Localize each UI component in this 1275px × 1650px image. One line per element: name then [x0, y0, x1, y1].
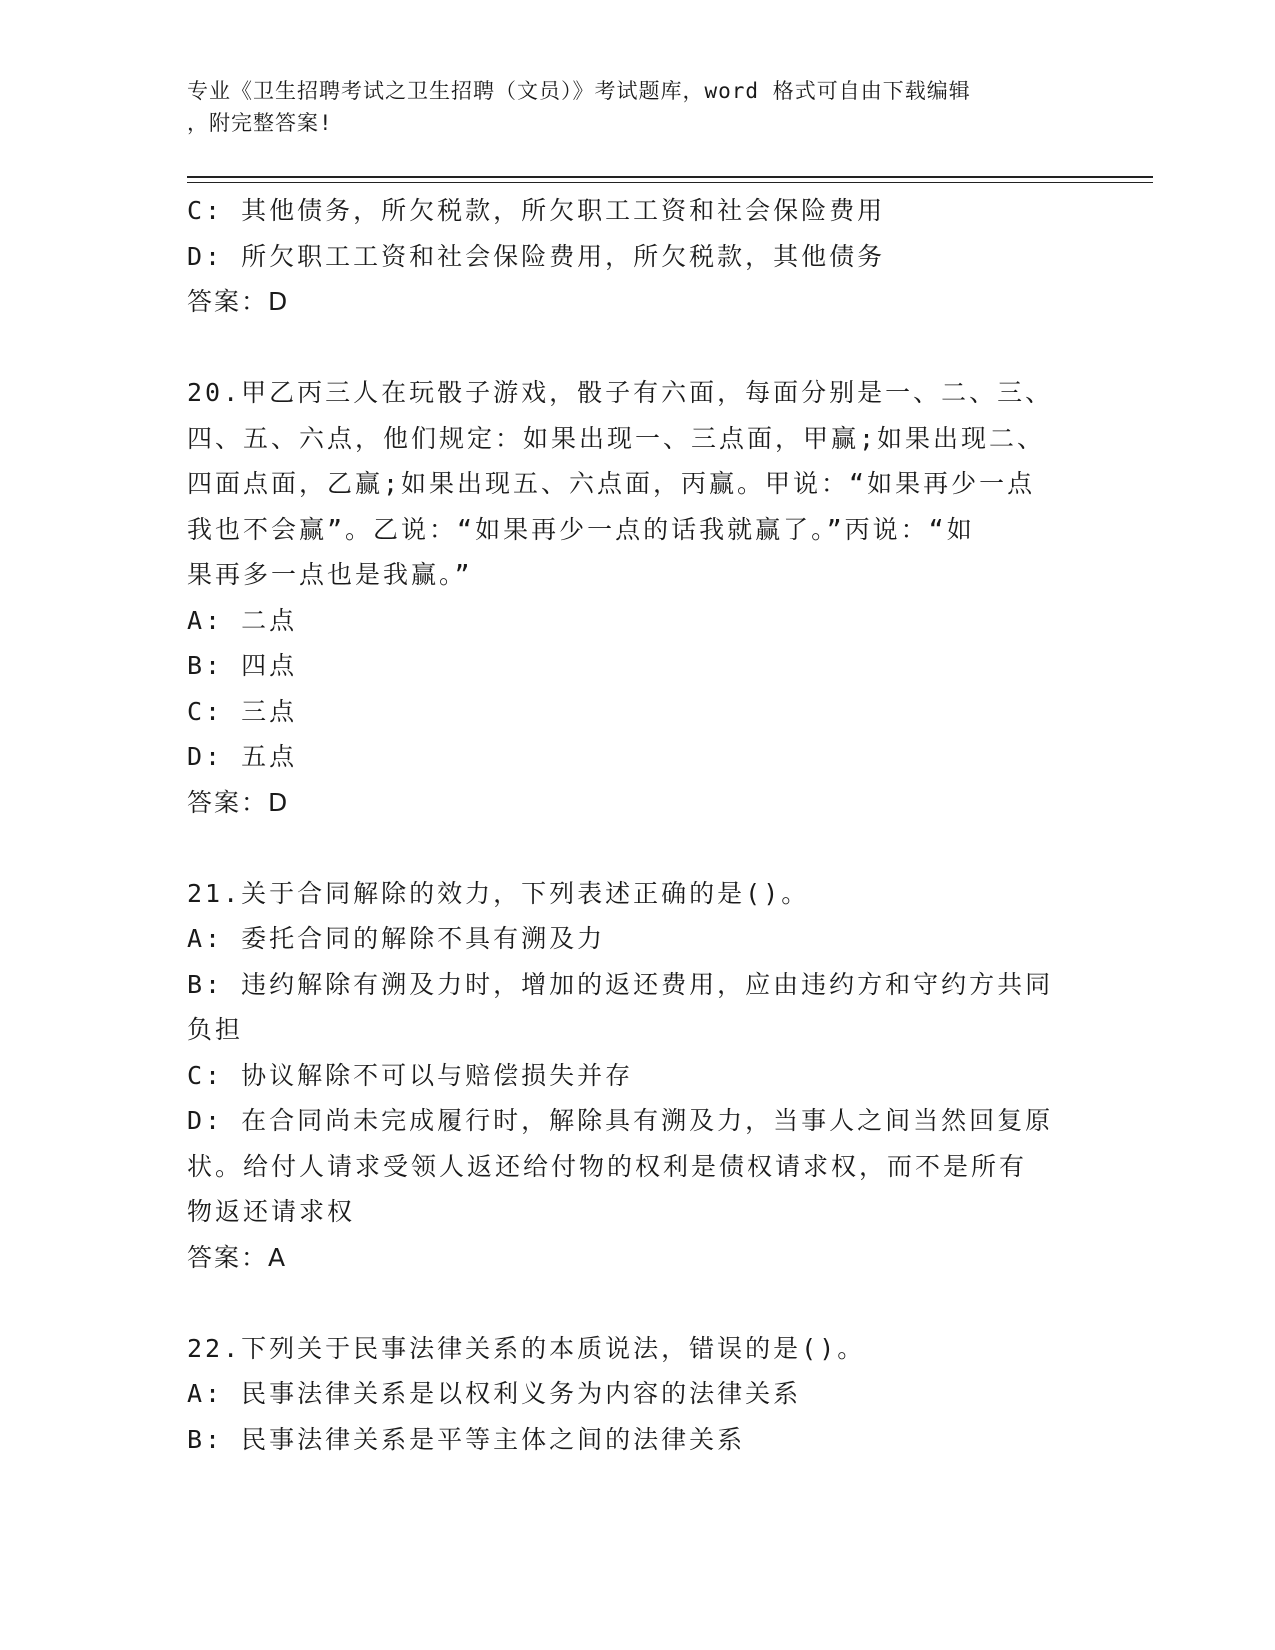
- question-stem: 我也不会赢”。乙说：“如果再少一点的话我就赢了。”丙说：“如: [187, 514, 975, 544]
- option-d-continued: 状。给付人请求受领人返还给付物的权利是债权请求权，而不是所有: [187, 1151, 1028, 1181]
- header-divider-thick: [187, 176, 1153, 178]
- option-c: C: 协议解除不可以与赔偿损失并存: [187, 1060, 634, 1090]
- spacer: [187, 825, 1067, 871]
- option-d: D: 五点: [187, 742, 298, 771]
- option-b: B: 违约解除有溯及力时，增加的返还费用，应由违约方和守约方共同: [187, 969, 1054, 999]
- option-c: C: 其他债务，所欠税款，所欠职工工资和社会保险费用: [187, 196, 886, 225]
- question-20: [187, 370, 1067, 825]
- question-stem: 22.下列关于民事法律关系的本质说法，错误的是()。: [187, 1333, 866, 1363]
- question-body: [187, 188, 1067, 1462]
- option-b: B: 四点: [187, 651, 298, 680]
- option-d-continued: 物返还请求权: [187, 1197, 356, 1226]
- header-divider-thin: [187, 182, 1153, 183]
- document-header: [187, 75, 1067, 139]
- option-a: A: 二点: [187, 605, 298, 635]
- option-d: D: 在合同尚未完成履行时，解除具有溯及力，当事人之间当然回复原: [187, 1106, 1054, 1135]
- option-b-continued: 负担: [187, 1015, 244, 1044]
- spacer: [187, 325, 1067, 371]
- option-d: D: 所欠职工工资和社会保险费用，所欠税款，其他债务: [187, 241, 886, 271]
- question-stem: 果再多一点也是我赢。”: [187, 560, 473, 589]
- answer-line: 答案：A: [187, 1242, 288, 1272]
- option-b: B: 民事法律关系是平等主体之间的法律关系: [187, 1424, 746, 1454]
- carryover-question: [187, 188, 1067, 325]
- answer-line: 答案：D: [187, 287, 290, 316]
- question-21: [187, 871, 1067, 1281]
- header-line-2: ，附完整答案!: [187, 111, 333, 135]
- option-a: A: 委托合同的解除不具有溯及力: [187, 924, 606, 953]
- option-a: A: 民事法律关系是以权利义务为内容的法律关系: [187, 1379, 802, 1408]
- spacer: [187, 1280, 1067, 1326]
- question-stem: 四、五、六点，他们规定：如果出现一、三点面，甲赢;如果出现二、: [187, 423, 1046, 453]
- question-22: [187, 1326, 1067, 1463]
- answer-line: 答案：D: [187, 787, 290, 817]
- header-line-1: 专业《卫生招聘考试之卫生招聘（文员）》考试题库，word 格式可自由下载编辑: [187, 79, 971, 103]
- question-stem: 四面点面，乙赢;如果出现五、六点面，丙赢。甲说：“如果再少一点: [187, 469, 1036, 498]
- question-stem: 20.甲乙丙三人在玩骰子游戏，骰子有六面，每面分别是一、二、三、: [187, 378, 1054, 407]
- option-c: C: 三点: [187, 696, 298, 726]
- question-stem: 21.关于合同解除的效力，下列表述正确的是()。: [187, 878, 810, 908]
